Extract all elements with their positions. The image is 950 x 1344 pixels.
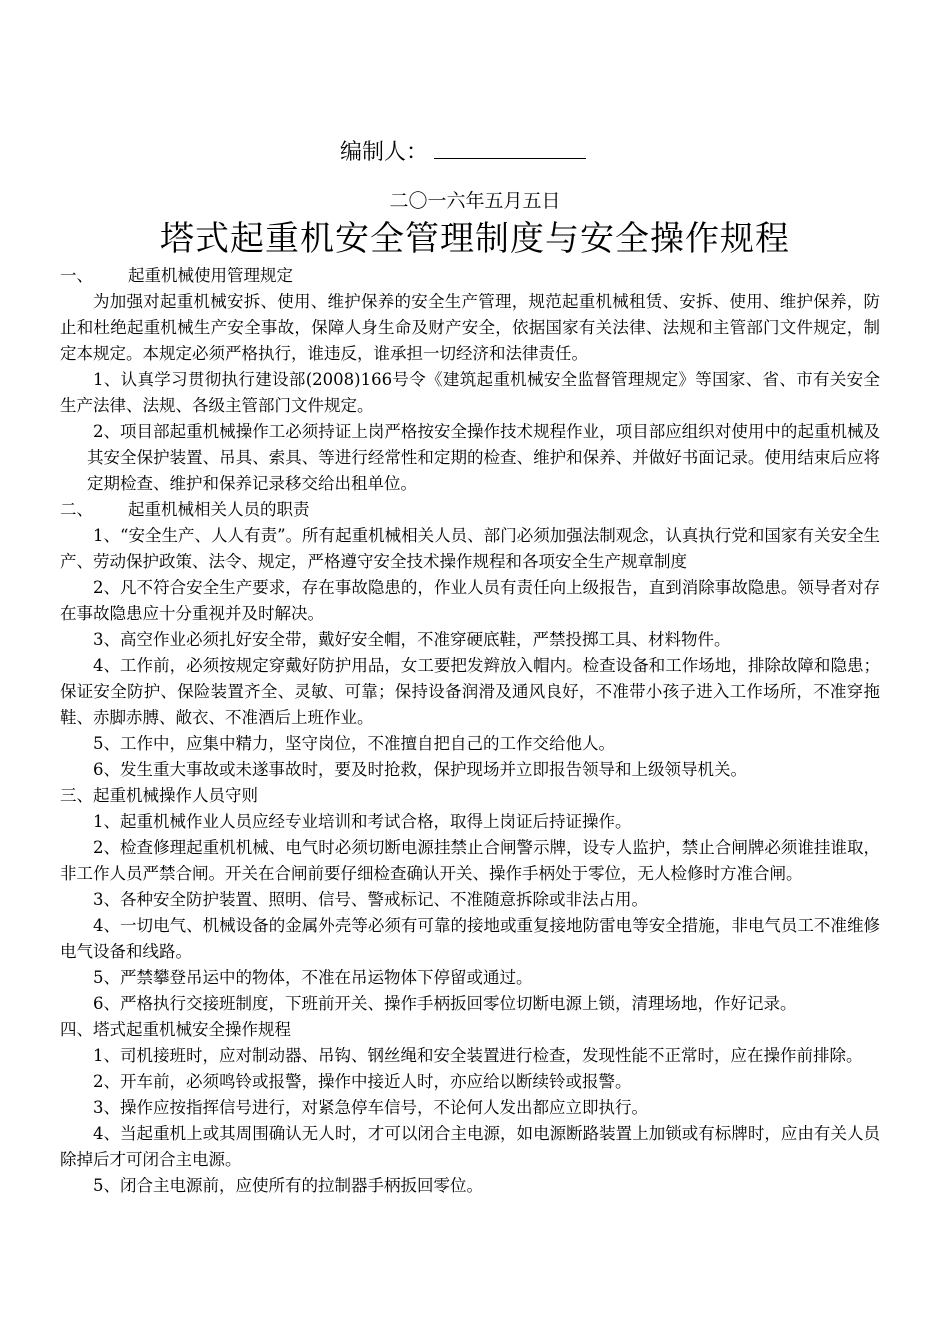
paragraph: 2、检查修理起重机机械、电气时必须切断电源挂禁止合闸警示牌，设专人监护，禁止合闸牌必须谁挂谁取，非工作人员严禁合闸。开关在合闸前要仔细检查确认开关、操作手柄处于零位，无人检修时方准合闸。	[60, 838, 880, 883]
paragraph: 3、高空作业必须扎好安全带，戴好安全帽，不准穿硬底鞋，严禁投掷工具、材料物件。	[93, 630, 731, 649]
section-number: 一、	[60, 266, 93, 285]
paragraph: 4、一切电气、机械设备的金属外壳等必须有可靠的接地或重复接地防雷电等安全措施，非电气员工不准维修电气设备和线路。	[60, 916, 880, 961]
section-number: 二、	[60, 500, 93, 519]
paragraph: 6、严格执行交接班制度，下班前开关、操作手柄扳回零位切断电源上锁，清理场地，作好记录。	[93, 994, 797, 1013]
paragraph: 2、凡不符合安全生产要求，存在事故隐患的，作业人员有责任向上级报告，直到消除事故隐患。领导者对存在事故隐患应十分重视并及时解决。	[60, 578, 880, 623]
compiler-blank	[434, 136, 586, 159]
paragraph: 6、发生重大事故或未遂事故时，要及时抢救，保护现场并立即报告领导和上级领导机关。	[93, 760, 747, 779]
document-title: 塔式起重机安全管理制度与安全操作规程	[160, 219, 790, 259]
paragraph: 5、闭合主电源前，应使所有的拉制器手柄扳回零位。	[93, 1176, 483, 1195]
section-heading	[60, 1017, 880, 1043]
paragraph: 5、工作中，应集中精力，坚守岗位，不准擅自把自己的工作交给他人。	[93, 734, 615, 753]
paragraph: 为加强对起重机械安拆、使用、维护保养的安全生产管理，规范起重机械租赁、安拆、使用、维护保养，防止和杜绝起重机械生产安全事故，保障人身生命及财产安全，依据国家有关法律、法规和主管部门文件规定，制定本规定。本规定必须严格执行，谁违反，谁承担一切经济和法律责任。	[60, 292, 880, 363]
section-title: 起重机械相关人员的职责	[128, 500, 310, 519]
paragraph: 1、起重机械作业人员应经专业培训和考试合格，取得上岗证后持证操作。	[93, 812, 632, 831]
section-title: 塔式起重机械安全操作规程	[93, 1020, 291, 1039]
paragraph: 2、开车前，必须鸣铃或报警，操作中接近人时，亦应给以断续铃或报警。	[93, 1072, 632, 1091]
paragraph: 1、“安全生产、人人有责”。所有起重机械相关人员、部门必须加强法制观念，认真执行党和国家有关安全生产、劳动保护政策、法令、规定，严格遵守安全技术操作规程和各项安全生产规章制度	[60, 526, 880, 571]
section-heading	[60, 497, 880, 523]
section-number: 四、	[60, 1020, 93, 1039]
section-heading	[60, 263, 880, 289]
document-body	[60, 263, 880, 1199]
section-title: 起重机械操作人员守则	[93, 786, 258, 805]
compiler-line	[340, 136, 586, 168]
compiler-label: 编制人：	[340, 140, 429, 165]
paragraph: 4、工作前，必须按规定穿戴好防护用品，女工要把发辫放入帽内。检查设备和工作场地，排除故障和隐患；保证安全防护、保险装置齐全、灵敏、可靠；保持设备润滑及通风良好，不准带小孩子进入工作场所，不准穿拖鞋、赤脚赤膊、敞衣、不准酒后上班作业。	[60, 656, 880, 727]
paragraph: 1、认真学习贯彻执行建设部(2008)166号令《建筑起重机械安全监督管理规定》等国家、省、市有关安全生产法律、法规、各级主管部门文件规定。	[60, 370, 880, 415]
section-number: 三、	[60, 786, 93, 805]
paragraph: 4、当起重机上或其周围确认无人时，才可以闭合主电源，如电源断路装置上加锁或有标牌时，应由有关人员除掉后才可闭合主电源。	[60, 1124, 880, 1169]
paragraph: 3、各种安全防护装置、照明、信号、警戒标记、不准随意拆除或非法占用。	[93, 890, 648, 909]
document-date: 二〇一六年五月五日	[389, 190, 561, 212]
section-heading	[60, 783, 880, 809]
paragraph: 1、司机接班时，应对制动器、吊钩、钢丝绳和安全装置进行检查，发现性能不正常时，应在操作前排除。	[93, 1046, 863, 1065]
paragraph: 5、严禁攀登吊运中的物体，不准在吊运物体下停留或通过。	[93, 968, 533, 987]
paragraph: 3、操作应按指挥信号进行，对紧急停车信号，不论何人发出都应立即执行。	[93, 1098, 648, 1117]
section-title: 起重机械使用管理规定	[128, 266, 293, 285]
paragraph: 2、项目部起重机械操作工必须持证上岗严格按安全操作技术规程作业，项目部应组织对使用中的起重机械及其安全保护装置、吊具、索具、等进行经常性和定期的检查、维护和保养、并做好书面记录。使用结束后应将定期检查、维护和保养记录移交给出租单位。	[87, 422, 880, 493]
